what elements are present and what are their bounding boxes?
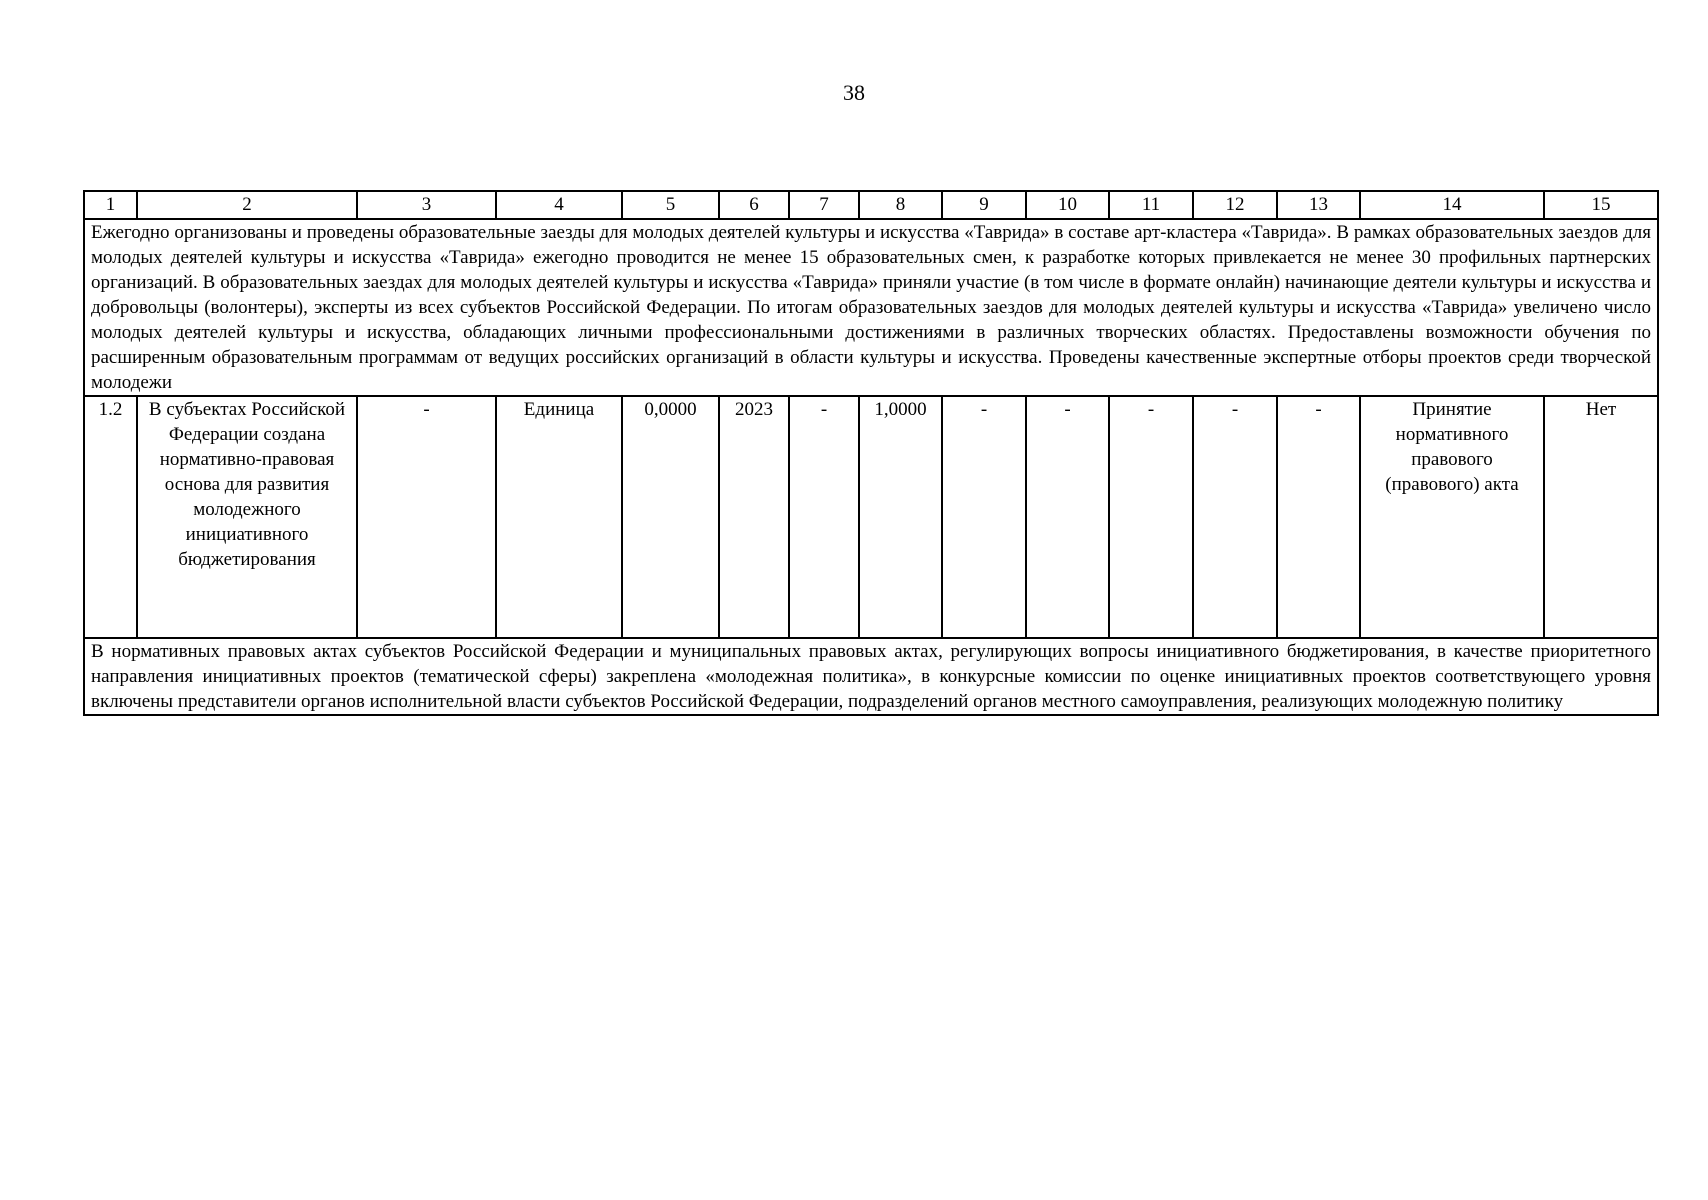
header-cell-6: 6	[719, 191, 789, 219]
result-description-row	[84, 219, 1658, 396]
header-cell-1: 1	[84, 191, 137, 219]
cell-col-11: -	[1109, 396, 1193, 638]
header-cell-11: 11	[1109, 191, 1193, 219]
header-cell-13: 13	[1277, 191, 1360, 219]
result-characteristic-row	[84, 638, 1658, 715]
header-cell-9: 9	[942, 191, 1026, 219]
row-task-text: В субъектах Российской Федерации создана нормативно-правовая основа для развития молодежного инициативного бюджетирования	[137, 396, 357, 638]
indicator-row	[84, 396, 1658, 638]
header-cell-8: 8	[859, 191, 942, 219]
header-row	[84, 191, 1658, 219]
header-cell-10: 10	[1026, 191, 1109, 219]
indicator-table	[83, 190, 1659, 716]
header-cell-2: 2	[137, 191, 357, 219]
cell-unit: Единица	[496, 396, 622, 638]
cell-col-13: -	[1277, 396, 1360, 638]
result-description-text: Ежегодно организованы и проведены образовательные заезды для молодых деятелей культуры и искусства «Таврида» в составе арт-кластера «Таврида». В рамках образовательных заездов для молодых деятелей культуры и искусства «Таврида» ежегодно проводится не менее 15 образовательных смен, к разработке которых привлекается не менее 30 профильных партнерских организаций. В образовательных заездах для молодых деятелей культуры и искусства «Таврида» приняли участие (в том числе в формате онлайн) начинающие деятели культуры и искусства и добровольцы (волонтеры), эксперты из всех субъектов Российской Федерации. По итогам образовательных заездов для молодых деятелей культуры и искусства «Таврида» увеличено число молодых деятелей культуры и искусства, обладающих личными профессиональными достижениями в различных творческих областях. Предоставлены возможности обучения по расширенным образовательным программам от ведущих российских организаций в области культуры и искусства. Проведены качественные экспертные отборы проектов среди творческой молодежи	[84, 219, 1658, 396]
cell-col-9: -	[942, 396, 1026, 638]
header-cell-15: 15	[1544, 191, 1658, 219]
cell-col-15: Нет	[1544, 396, 1658, 638]
cell-col-7: -	[789, 396, 859, 638]
page-number: 38	[843, 80, 865, 105]
header-cell-4: 4	[496, 191, 622, 219]
cell-col-10: -	[1026, 396, 1109, 638]
cell-base-value: 0,0000	[622, 396, 719, 638]
cell-col-3: -	[357, 396, 496, 638]
header-cell-7: 7	[789, 191, 859, 219]
header-cell-14: 14	[1360, 191, 1544, 219]
cell-base-year: 2023	[719, 396, 789, 638]
cell-col-8: 1,0000	[859, 396, 942, 638]
header-cell-3: 3	[357, 191, 496, 219]
header-cell-12: 12	[1193, 191, 1277, 219]
header-cell-5: 5	[622, 191, 719, 219]
result-characteristic-text: В нормативных правовых актах субъектов Российской Федерации и муниципальных правовых актах, регулирующих вопросы инициативного бюджетирования, в качестве приоритетного направления инициативных проектов (тематической сферы) закреплена «молодежная политика», в конкурсные комиссии по оценке инициативных проектов соответствующего уровня включены представители органов исполнительной власти субъектов Российской Федерации, подразделений органов местного самоуправления, реализующих молодежную политику	[84, 638, 1658, 715]
cell-col-14: Принятие нормативного правового (правового) акта	[1360, 396, 1544, 638]
cell-col-12: -	[1193, 396, 1277, 638]
row-number: 1.2	[84, 396, 137, 638]
